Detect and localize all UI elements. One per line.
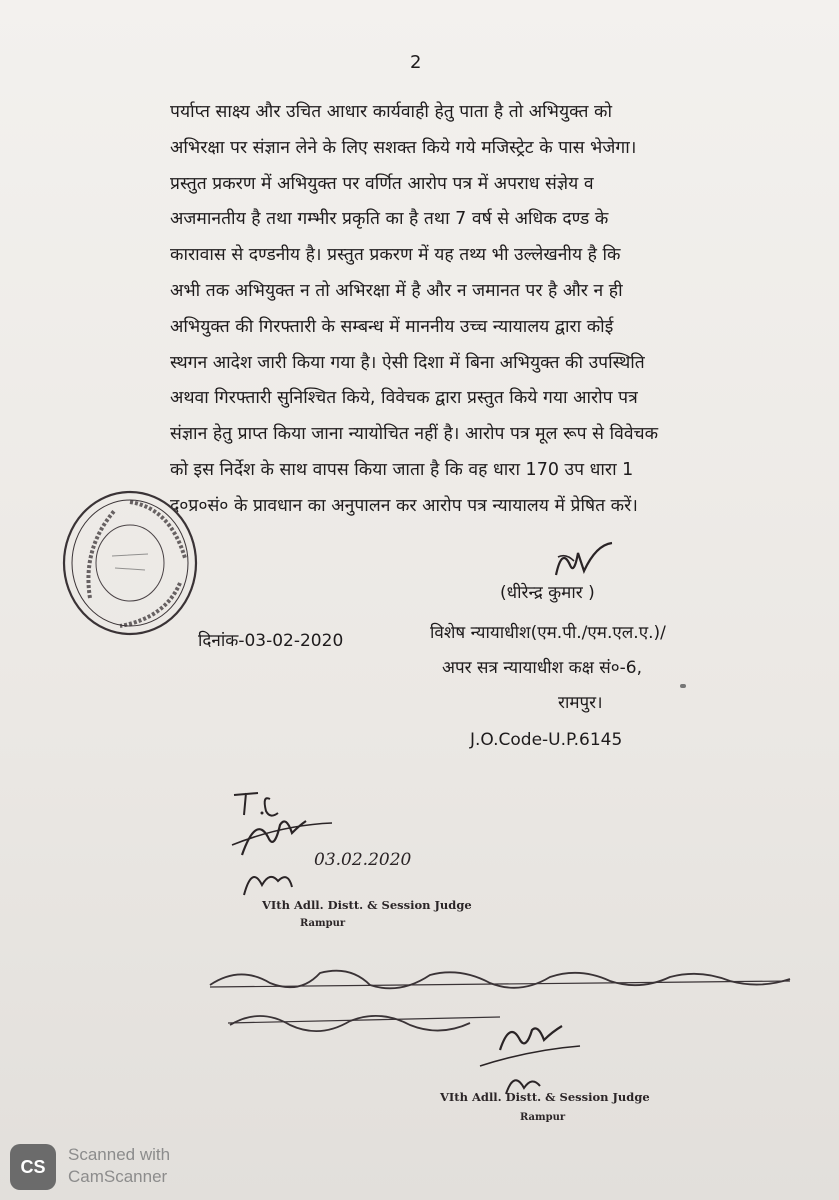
true-copy-date: 03.02.2020 — [314, 850, 412, 870]
judge-stamp-title: VIth Adll. Distt. & Session Judge — [262, 898, 472, 912]
camscanner-text — [68, 1144, 170, 1188]
judge-designation — [430, 616, 666, 721]
judge-stamp-place: Rampur — [300, 918, 346, 929]
page-number: 2 — [410, 52, 422, 73]
body-line: अथवा गिरफ्तारी सुनिश्चित किये, विवेचक द्वारा प्रस्तुत किये गया आरोप पत्र — [170, 388, 638, 409]
body-line: अभिरक्षा पर संज्ञान लेने के लिए सशक्त किये गये मजिस्ट्रेट के पास भेजेगा। — [170, 137, 637, 158]
judge-stamp-place: Rampur — [520, 1112, 566, 1123]
designation-line: अपर सत्र न्यायाधीश कक्ष सं०-6, — [442, 658, 642, 678]
body-line: संज्ञान हेतु प्राप्त किया जाना न्यायोचित नहीं है। आरोप पत्र मूल रूप से विवेचक — [170, 424, 659, 445]
camscanner-logo-icon — [10, 1144, 56, 1190]
body-line: अभी तक अभियुक्त न तो अभिरक्षा में है और न जमानत पर है और न ही — [170, 280, 623, 301]
judge-signature — [548, 535, 618, 585]
designation-line: विशेष न्यायाधीश(एम.पी./एम.एल.ए.)/ — [430, 623, 666, 643]
body-line: प्रस्तुत प्रकरण में अभियुक्त पर वर्णित आरोप पत्र में अपराध संज्ञेय व — [170, 173, 594, 194]
court-seal — [60, 488, 200, 638]
body-line: अजमानतीय है तथा गम्भीर प्रकृति का है तथा 7 वर्ष से अधिक दण्ड के — [170, 209, 609, 230]
camscanner-watermark — [0, 1138, 220, 1200]
body-line: अभियुक्त की गिरफ्तारी के सम्बन्ध में माननीय उच्च न्यायालय द्वारा कोई — [170, 316, 614, 337]
body-line: पर्याप्त साक्ष्य और उचित आधार कार्यवाही हेतु पाता है तो अभियुक्त को — [170, 102, 613, 122]
camscanner-logo-text: CS — [20, 1156, 46, 1177]
body-line: द०प्र०सं० के प्रावधान का अनुपालन कर आरोप पत्र न्यायालय में प्रेषित करें। — [170, 495, 638, 516]
judge-name: (धीरेन्द्र कुमार ) — [500, 583, 595, 603]
watermark-line: Scanned with — [68, 1145, 171, 1164]
ink-speck — [680, 684, 686, 688]
note-signature — [470, 1010, 590, 1100]
judge-stamp-title: VIth Adll. Distt. & Session Judge — [440, 1090, 650, 1104]
watermark-line: CamScanner — [68, 1167, 168, 1186]
body-line: कारावास से दण्डनीय है। प्रस्तुत प्रकरण में यह तथ्य भी उल्लेखनीय है कि — [170, 245, 621, 266]
body-line: स्थगन आदेश जारी किया गया है। ऐसी दिशा में बिना अभियुक्त की उपस्थिति — [170, 352, 645, 373]
order-body — [170, 95, 700, 525]
true-copy-signature — [222, 785, 442, 905]
designation-line: रामपुर। — [558, 693, 603, 713]
jo-code: J.O.Code-U.P.6145 — [470, 730, 623, 750]
body-line: को इस निर्देश के साथ वापस किया जाता है कि वह धारा 170 उप धारा 1 — [170, 459, 634, 480]
order-date: दिनांक-03-02-2020 — [198, 631, 344, 651]
